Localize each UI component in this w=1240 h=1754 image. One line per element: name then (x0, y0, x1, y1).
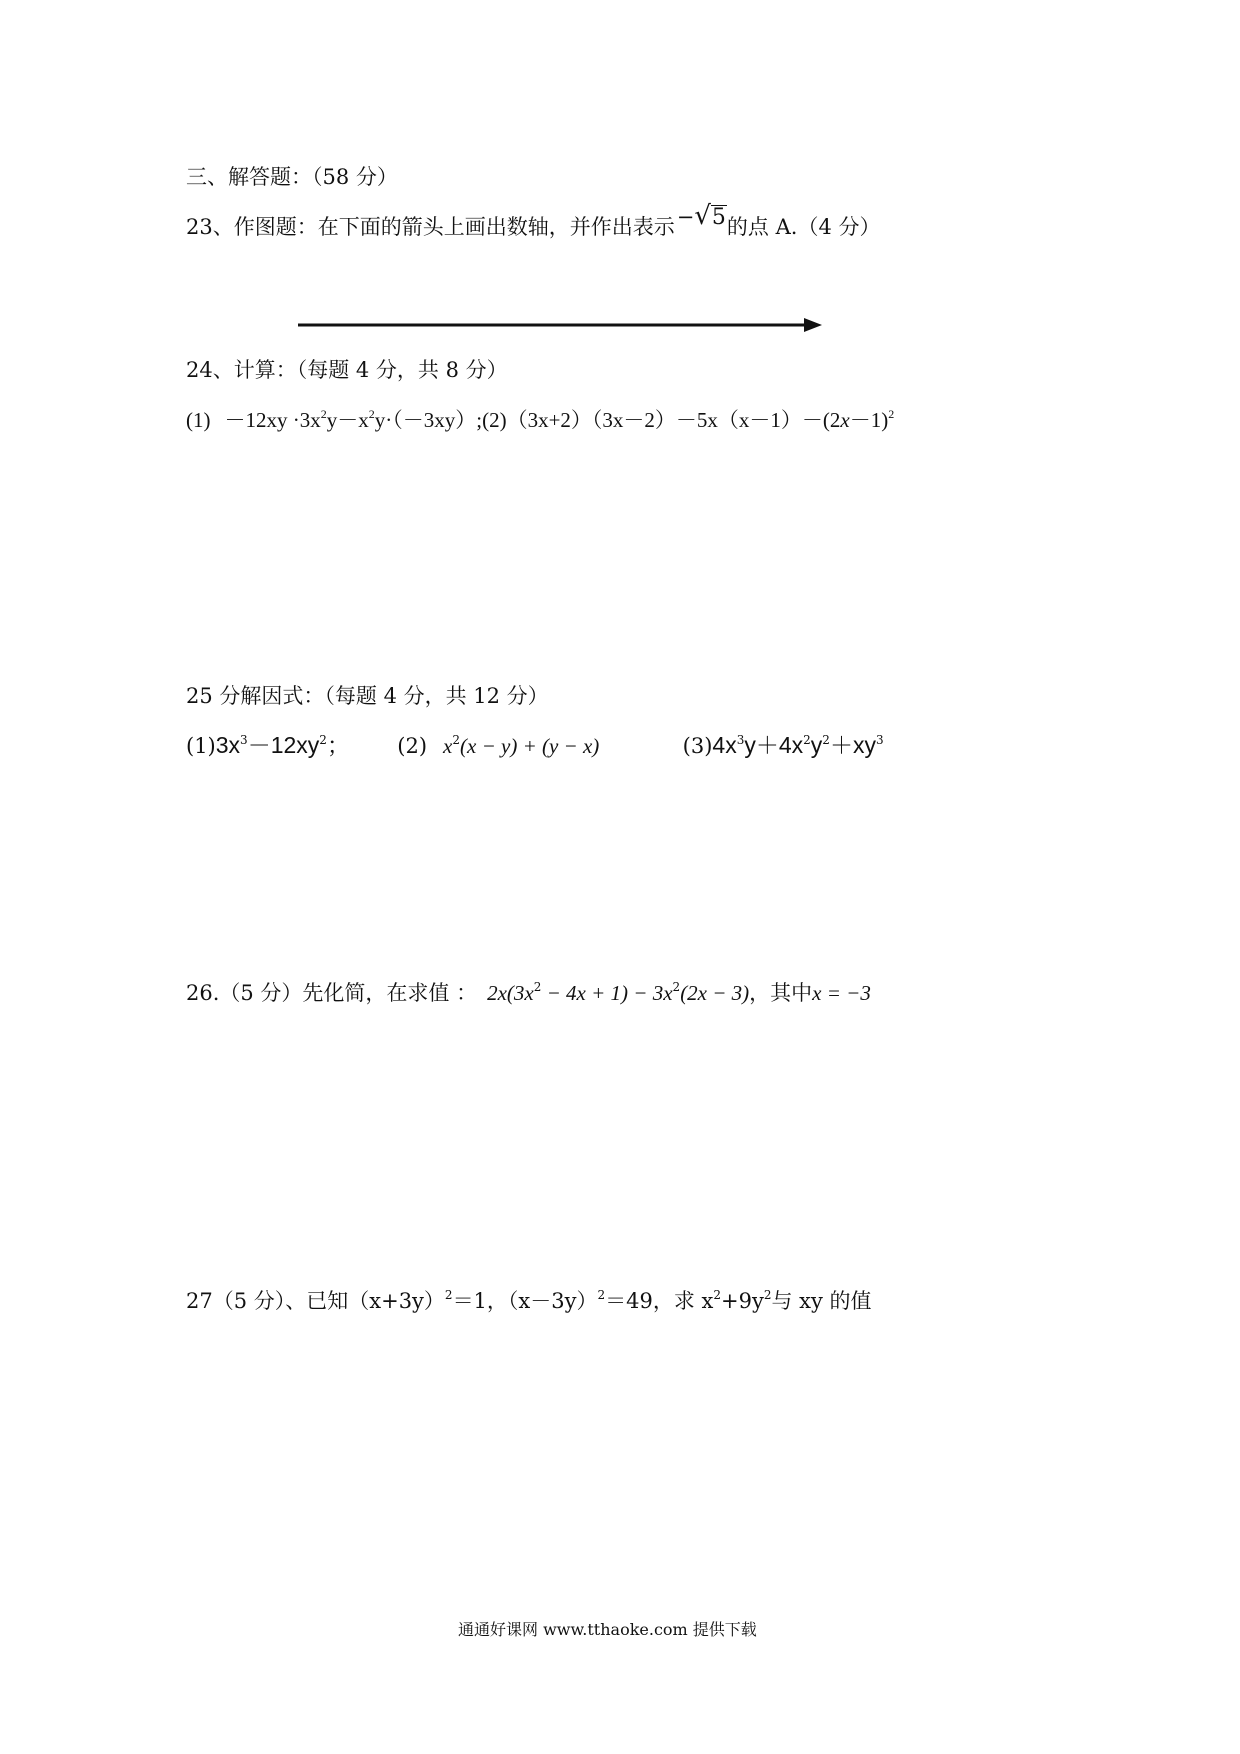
footer-text: 通通好课网 www.tthaoke.com 提供下载 (458, 1620, 757, 1639)
q25-p2-var: x (443, 734, 453, 758)
q27-prefix: 27（5 分）、已知（x+3y） (186, 1289, 445, 1313)
exponent: 3 (736, 733, 745, 747)
q25-p1-end: ； (326, 732, 350, 758)
exponent: 2 (597, 1288, 606, 1302)
exponent: 2 (533, 980, 542, 994)
exponent: 2 (452, 733, 461, 747)
question-24-title: 24、计算：（每题 4 分，共 8 分） (186, 358, 508, 382)
q25-p3-term-d: ＋xy (829, 732, 876, 758)
question-23 (186, 201, 881, 242)
exponent: 2 (888, 407, 895, 421)
q27-plus: +9y (721, 1289, 764, 1313)
exponent: 3 (240, 733, 248, 747)
minus-sign: − (676, 205, 695, 229)
q27-eq1: ＝1，（x－3y） (452, 1289, 598, 1313)
q25-p3-term-b: y＋4x (744, 732, 804, 758)
q26-mid: ，其中 (749, 981, 813, 1005)
q27-suffix: 与 xy 的值 (771, 1289, 872, 1313)
exponent: 2 (672, 980, 681, 994)
q23-prefix: 23、作图题：在下面的箭头上画出数轴，并作出表示 (186, 215, 675, 239)
q25-p3-term-a: 4x (712, 732, 737, 758)
exponent: 2 (319, 733, 327, 747)
question-25-title: 25 分解因式：（每题 4 分，共 12 分） (186, 684, 549, 708)
q26-condition: x = −3 (812, 981, 871, 1005)
q24-p2-label: (2) (482, 408, 507, 432)
q25-p1-term-a: 3x (215, 732, 241, 758)
exponent: 2 (320, 407, 327, 421)
radical-icon: √ (694, 201, 711, 231)
q24-p1-term-b: y－x (326, 408, 369, 432)
q25-p3-term-c: y (810, 732, 823, 758)
q23-suffix: 的点 A.（4 分） (726, 215, 881, 239)
exponent: 3 (875, 733, 884, 747)
q24-p2-term-b: －1) (849, 408, 889, 432)
exponent: 2 (803, 733, 811, 747)
q26-prefix: 26.（5 分）先化简，在求值 ： (186, 981, 478, 1005)
q24-p2-var: x (840, 408, 850, 432)
question-26 (186, 978, 871, 1008)
question-24-problems (186, 405, 894, 435)
q25-p1-term-b: －12xy (247, 732, 320, 758)
q25-p3-label: (3) (682, 734, 713, 758)
q24-p2-term-a: （3x+2）（3x－2）－5x（x－1）－(2 (506, 408, 841, 432)
number-line-arrow-icon (296, 313, 826, 337)
question-25-problems (186, 730, 884, 761)
q27-eq2: ＝49，求 x (605, 1289, 714, 1313)
exponent: 2 (368, 407, 375, 421)
q26-expr-b: − 4x + 1) − 3x (541, 981, 673, 1005)
exponent: 2 (822, 733, 830, 747)
exponent: 2 (713, 1288, 722, 1302)
neg-sqrt-5 (675, 201, 727, 242)
question-27 (186, 1286, 872, 1316)
section-heading: 三、解答题：（58 分） (186, 165, 398, 189)
radicand: 5 (711, 205, 726, 230)
q24-p1-term-a: －12xy ·3x (224, 408, 321, 432)
exponent: 2 (763, 1288, 772, 1302)
q25-p2-label: (2) (397, 734, 428, 758)
q25-p1-label: (1) (186, 734, 216, 758)
q26-expr-a: 2x(3x (487, 981, 534, 1005)
q24-p1-term-c: y·（－3xy）; (374, 408, 483, 432)
q24-p1-label: (1) (186, 408, 211, 432)
q26-expr-c: (2x − 3) (680, 981, 750, 1005)
q25-p2-expr: (x − y) + (y − x) (460, 734, 600, 758)
exponent: 2 (444, 1288, 453, 1302)
